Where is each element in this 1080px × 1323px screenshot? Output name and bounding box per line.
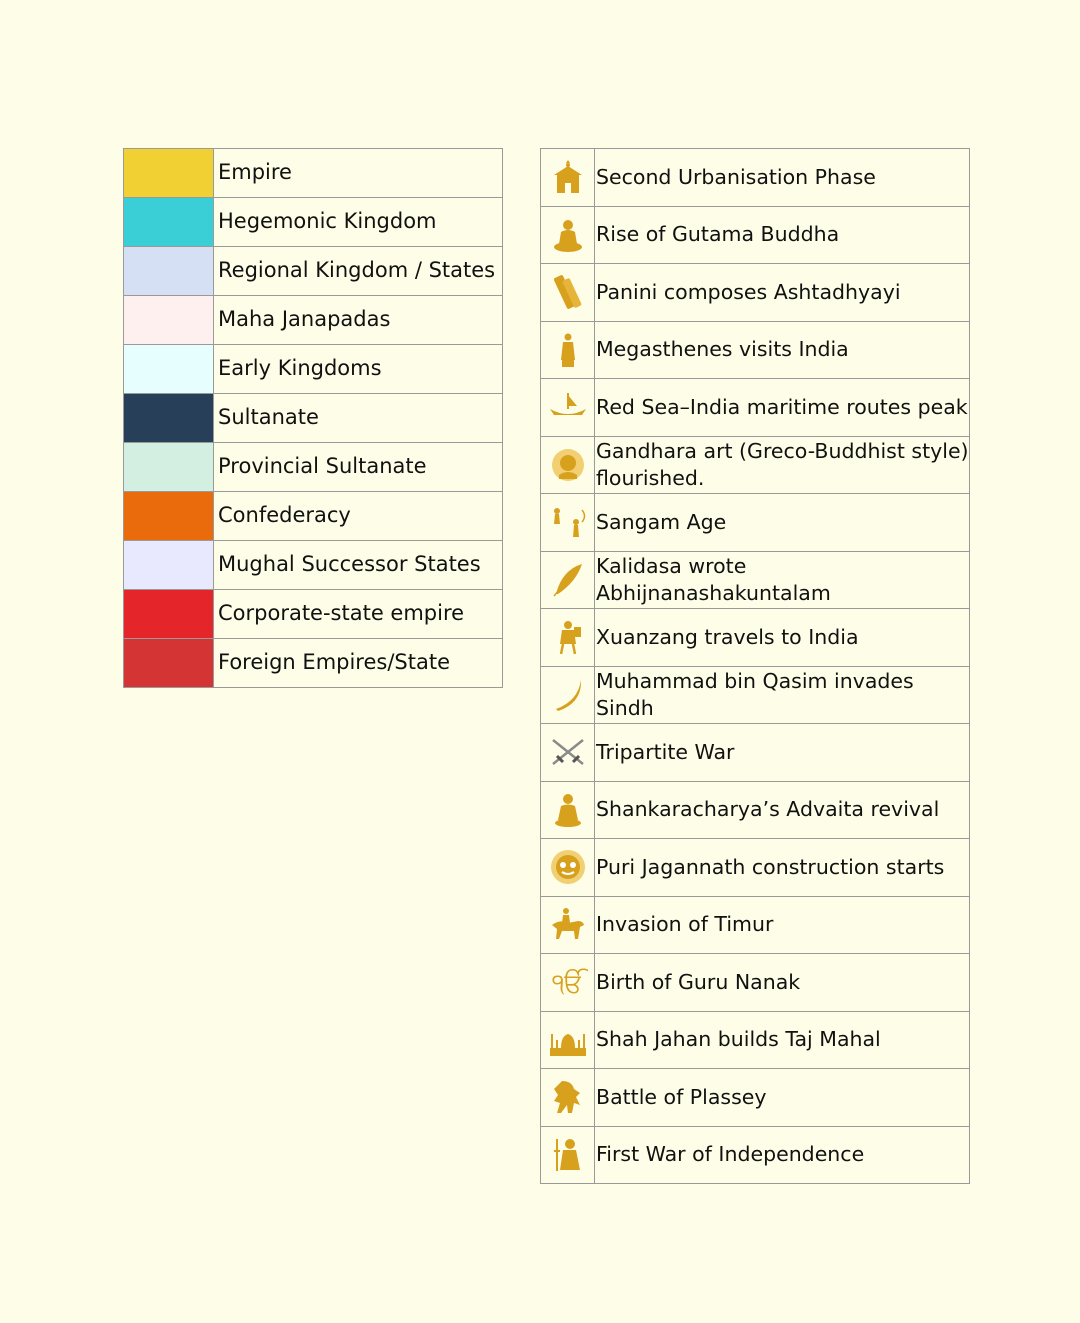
color-swatch bbox=[124, 639, 214, 687]
event-legend-label: Second Urbanisation Phase bbox=[596, 164, 876, 189]
color-legend-label: Regional Kingdom / States bbox=[218, 258, 496, 283]
color-legend-row bbox=[124, 296, 502, 345]
pilgrim-icon bbox=[541, 609, 595, 666]
manuscript-icon bbox=[541, 264, 595, 321]
event-legend-label: Panini composes Ashtadhyayi bbox=[596, 279, 901, 304]
color-legend-row bbox=[124, 541, 502, 590]
color-legend-label: Maha Janapadas bbox=[218, 307, 391, 332]
event-legend-label: Kalidasa wrote Abhijnanashakuntalam bbox=[596, 554, 831, 605]
urban-hut-icon bbox=[541, 149, 595, 206]
color-legend-label: Confederacy bbox=[218, 503, 351, 528]
event-legend-row bbox=[541, 839, 969, 897]
color-swatch bbox=[124, 296, 214, 344]
event-legend-row bbox=[541, 954, 969, 1012]
color-swatch bbox=[124, 492, 214, 540]
ik-onkar-icon bbox=[541, 954, 595, 1011]
event-legend-row bbox=[541, 379, 969, 437]
buddha-icon bbox=[541, 207, 595, 264]
quill-icon bbox=[541, 552, 595, 609]
event-legend-label: Puri Jagannath construction starts bbox=[596, 854, 945, 879]
color-legend-row bbox=[124, 247, 502, 296]
color-legend-label: Corporate-state empire bbox=[218, 601, 465, 626]
event-legend-row bbox=[541, 552, 969, 610]
event-legend-label: Tripartite War bbox=[596, 739, 735, 764]
event-legend-row bbox=[541, 897, 969, 955]
event-legend-label: Xuanzang travels to India bbox=[596, 624, 859, 649]
event-legend-label: Gandhara art (Greco-Buddhist style) flourished. bbox=[596, 439, 969, 490]
event-legend-row bbox=[541, 322, 969, 380]
rani-warrior-icon bbox=[541, 1127, 595, 1184]
warriors-icon bbox=[541, 494, 595, 551]
color-legend-row bbox=[124, 198, 502, 247]
event-legend-row bbox=[541, 1012, 969, 1070]
color-legend-label: Provincial Sultanate bbox=[218, 454, 427, 479]
color-legend-row bbox=[124, 590, 502, 639]
color-swatch bbox=[124, 247, 214, 295]
color-legend-row bbox=[124, 149, 502, 198]
color-legend-label: Sultanate bbox=[218, 405, 319, 430]
event-legend bbox=[540, 148, 970, 1184]
event-legend-row bbox=[541, 724, 969, 782]
color-legend-row bbox=[124, 443, 502, 492]
greek-statue-icon bbox=[541, 322, 595, 379]
event-legend-row bbox=[541, 149, 969, 207]
color-legend-row bbox=[124, 492, 502, 541]
event-legend-row bbox=[541, 782, 969, 840]
taj-mahal-icon bbox=[541, 1012, 595, 1069]
event-legend-row bbox=[541, 264, 969, 322]
event-legend-label: Muhammad bin Qasim invades Sindh bbox=[596, 669, 914, 720]
color-swatch bbox=[124, 198, 214, 246]
horse-rider-icon bbox=[541, 897, 595, 954]
event-legend-row bbox=[541, 207, 969, 265]
color-swatch bbox=[124, 443, 214, 491]
event-legend-label: Megasthenes visits India bbox=[596, 337, 849, 362]
lion-icon bbox=[541, 1069, 595, 1126]
color-legend bbox=[123, 148, 503, 688]
event-legend-row bbox=[541, 494, 969, 552]
color-swatch bbox=[124, 541, 214, 589]
event-legend-label: Shah Jahan builds Taj Mahal bbox=[596, 1027, 881, 1052]
event-legend-row bbox=[541, 667, 969, 725]
color-legend-row bbox=[124, 639, 502, 687]
color-swatch bbox=[124, 590, 214, 638]
jagannath-icon bbox=[541, 839, 595, 896]
ship-icon bbox=[541, 379, 595, 436]
color-legend-label: Mughal Successor States bbox=[218, 552, 481, 577]
color-legend-label: Empire bbox=[218, 160, 292, 185]
color-swatch bbox=[124, 149, 214, 197]
event-legend-label: Sangam Age bbox=[596, 509, 727, 534]
event-legend-row bbox=[541, 1127, 969, 1184]
crossed-swords-icon bbox=[541, 724, 595, 781]
sage-icon bbox=[541, 782, 595, 839]
svg-text:ੴ: ੴ bbox=[551, 969, 584, 1000]
event-legend-label: Birth of Guru Nanak bbox=[596, 969, 801, 994]
event-legend-label: Battle of Plassey bbox=[596, 1084, 767, 1109]
scimitar-icon bbox=[541, 667, 595, 724]
event-legend-label: First War of Independence bbox=[596, 1142, 865, 1167]
color-legend-label: Early Kingdoms bbox=[218, 356, 382, 381]
event-legend-label: Shankaracharya’s Advaita revival bbox=[596, 797, 940, 822]
event-legend-label: Red Sea–India maritime routes peak bbox=[596, 394, 968, 419]
color-swatch bbox=[124, 345, 214, 393]
event-legend-row bbox=[541, 609, 969, 667]
color-legend-label: Foreign Empires/State bbox=[218, 650, 451, 675]
color-legend-label: Hegemonic Kingdom bbox=[218, 209, 437, 234]
color-legend-row bbox=[124, 345, 502, 394]
gandhara-head-icon bbox=[541, 437, 595, 494]
event-legend-row bbox=[541, 1069, 969, 1127]
event-legend-label: Invasion of Timur bbox=[596, 912, 774, 937]
event-legend-label: Rise of Gutama Buddha bbox=[596, 222, 840, 247]
event-legend-row bbox=[541, 437, 969, 495]
color-legend-row bbox=[124, 394, 502, 443]
color-swatch bbox=[124, 394, 214, 442]
